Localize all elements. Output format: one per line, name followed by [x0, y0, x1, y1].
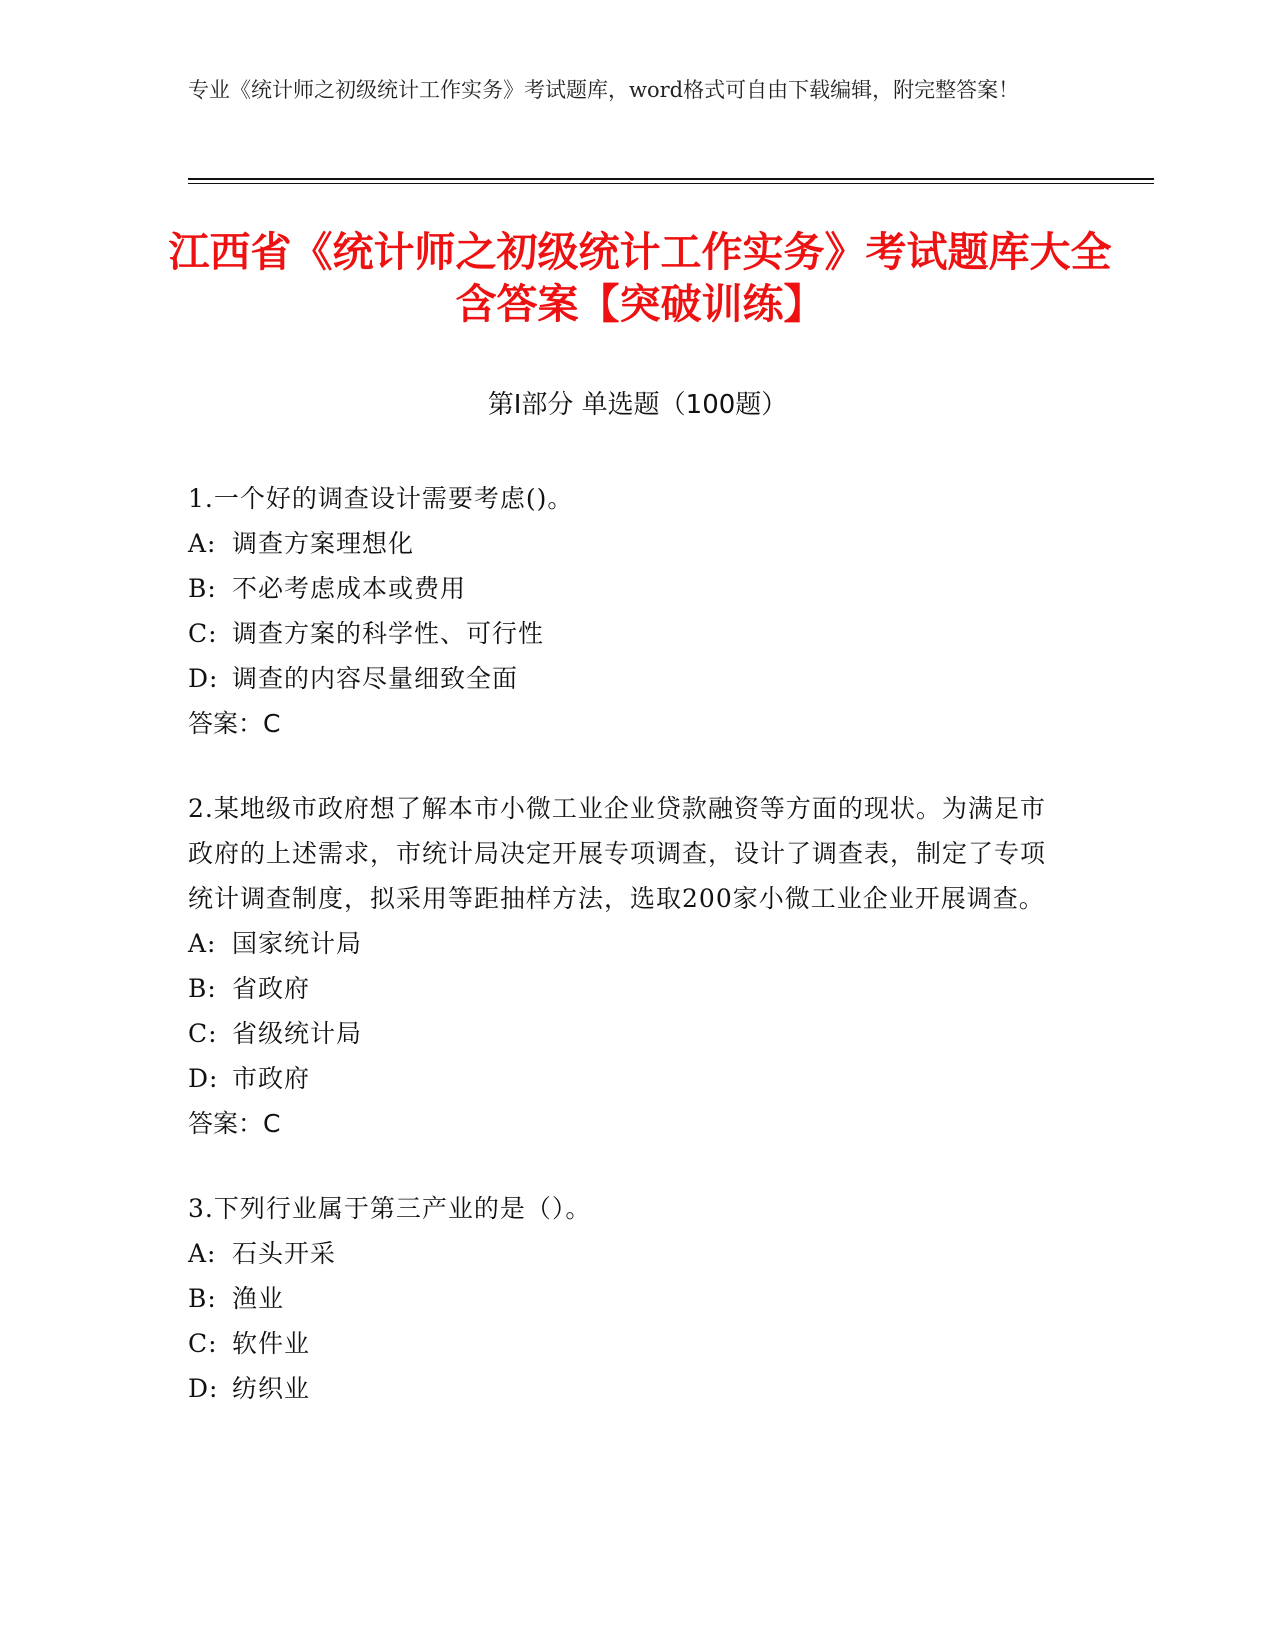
option-letter: B:: [188, 1284, 217, 1313]
header-rule-thin: [188, 183, 1154, 184]
option-text: 市政府: [232, 1064, 311, 1093]
option-text: 石头开采: [232, 1239, 337, 1268]
option-text: 渔业: [232, 1284, 285, 1313]
option-letter: B:: [188, 574, 217, 603]
option-d: [188, 1056, 1058, 1101]
option-a: [188, 521, 1058, 566]
option-a: [188, 1231, 1058, 1276]
option-letter: C:: [188, 1019, 218, 1048]
option-b: [188, 1276, 1058, 1321]
header-note: 专业《统计师之初级统计工作实务》考试题库，word格式可自由下载编辑，附完整答案！: [188, 78, 1020, 102]
option-text: 调查方案的科学性、可行性: [232, 619, 545, 648]
option-letter: A:: [188, 929, 217, 958]
option-text: 不必考虑成本或费用: [232, 574, 467, 603]
document-title: 江西省《统计师之初级统计工作实务》考试题库大全含答案【突破训练】: [168, 228, 1112, 328]
option-letter: D:: [188, 664, 219, 693]
option-a: [188, 921, 1058, 966]
option-c: [188, 1011, 1058, 1056]
question-stem: 1.一个好的调查设计需要考虑()。: [188, 484, 574, 513]
question-1: [188, 476, 1058, 746]
option-text: 国家统计局: [232, 929, 363, 958]
option-text: 纺织业: [232, 1374, 311, 1403]
option-letter: B:: [188, 974, 217, 1003]
option-letter: C:: [188, 1329, 218, 1358]
question-list: [188, 476, 1058, 1451]
answer-line: 答案：C: [188, 709, 281, 738]
option-d: [188, 656, 1058, 701]
option-d: [188, 1366, 1058, 1411]
option-letter: D:: [188, 1374, 219, 1403]
option-b: [188, 966, 1058, 1011]
question-stem: 3.下列行业属于第三产业的是（）。: [188, 1194, 592, 1223]
option-letter: C:: [188, 619, 218, 648]
header-rule-thick: [188, 178, 1154, 180]
option-c: [188, 611, 1058, 656]
question-stem: 2.某地级市政府想了解本市小微工业企业贷款融资等方面的现状。为满足市政府的上述需求，市统计局决定开展专项调查，设计了调查表，制定了专项统计调查制度，拟采用等距抽样方法，选取200家小微工业企业开展调查。: [188, 794, 1047, 913]
option-text: 调查方案理想化: [232, 529, 415, 558]
answer-line: 答案：C: [188, 1109, 281, 1138]
option-text: 软件业: [232, 1329, 311, 1358]
option-text: 调查的内容尽量细致全面: [232, 664, 519, 693]
option-letter: D:: [188, 1064, 219, 1093]
question-2: [188, 786, 1058, 1146]
option-letter: A:: [188, 1239, 217, 1268]
section-heading: 第Ⅰ部分 单选题（100题）: [487, 390, 788, 420]
option-c: [188, 1321, 1058, 1366]
option-letter: A:: [188, 529, 217, 558]
option-text: 省级统计局: [232, 1019, 363, 1048]
option-text: 省政府: [232, 974, 311, 1003]
option-b: [188, 566, 1058, 611]
question-3: [188, 1186, 1058, 1411]
